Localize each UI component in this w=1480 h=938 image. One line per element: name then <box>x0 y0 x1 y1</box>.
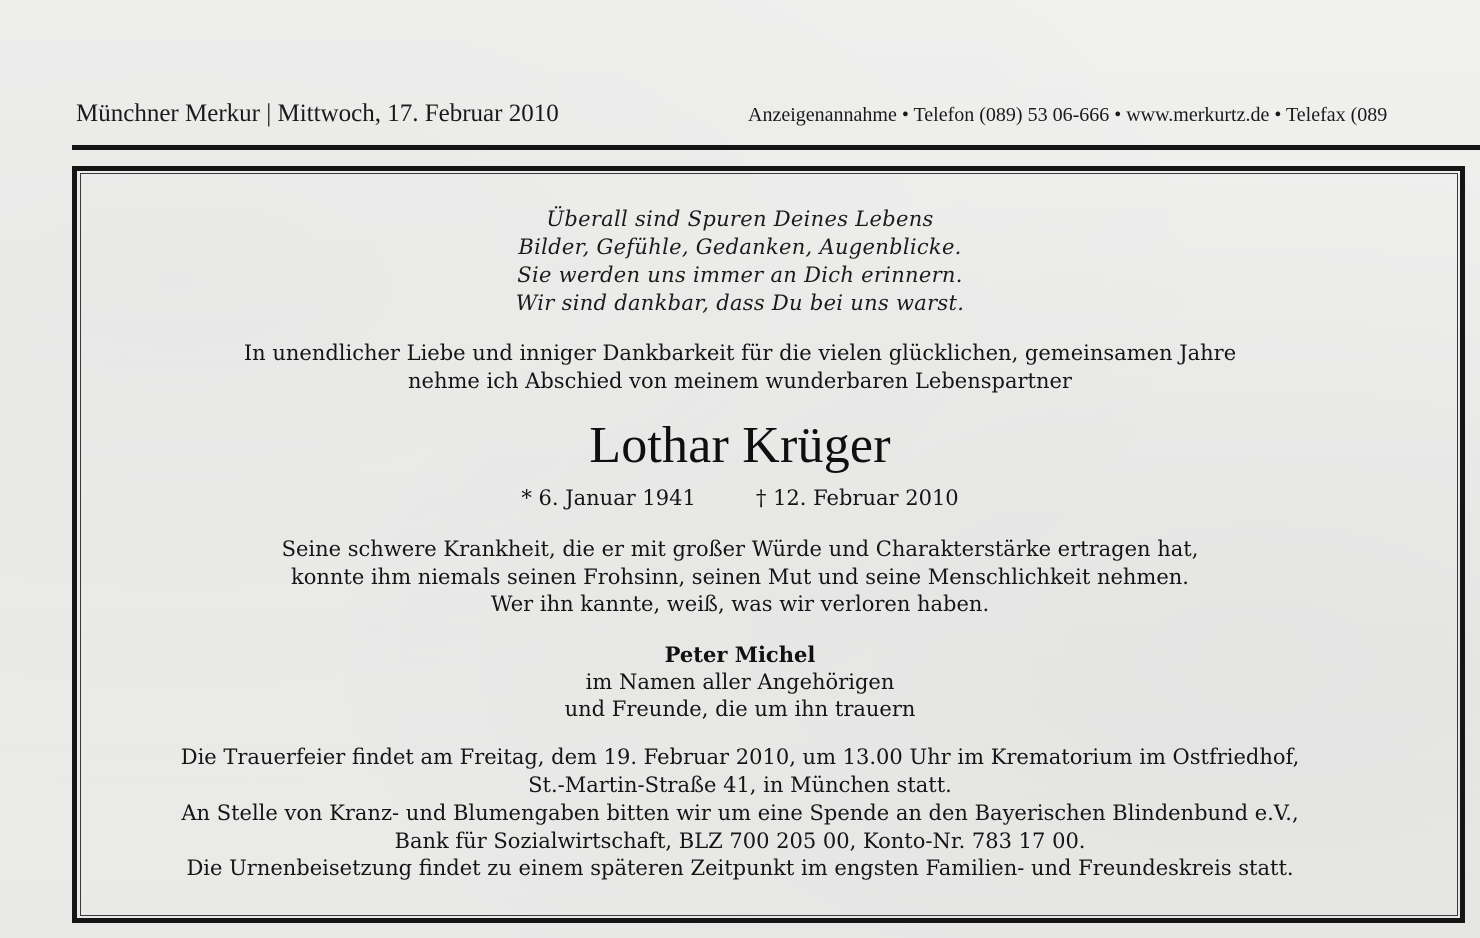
signer-line: im Namen aller Angehörigen <box>585 670 895 694</box>
death-date: † 12. Februar 2010 <box>755 486 959 510</box>
ad-contact-line: Anzeigenannahme • Telefon (089) 53 06-666 • www.merkurtz.de • Telefax (089 <box>748 104 1388 126</box>
tribute-line: Seine schwere Krankheit, die er mit großer Würde und Charakterstärke ertragen hat, <box>281 537 1199 561</box>
service-line: Die Trauerfeier findet am Freitag, dem 19. Februar 2010, um 13.00 Uhr im Krematorium im Ostfriedhof, <box>180 745 1300 769</box>
signer-line: und Freunde, die um ihn trauern <box>564 697 916 721</box>
service-line: Die Urnenbeisetzung findet zu einem späteren Zeitpunkt im engsten Familien- und Freundeskreis statt. <box>186 856 1294 880</box>
intro-line: In unendlicher Liebe und inniger Dankbarkeit für die vielen glücklichen, gemeinsamen Jahre <box>243 341 1237 365</box>
service-line: An Stelle von Kranz- und Blumengaben bitten wir um eine Spende an den Bayerischen Blindenbund e.V., <box>181 801 1299 825</box>
service-line: Bank für Sozialwirtschaft, BLZ 700 205 00, Konto-Nr. 783 17 00. <box>394 829 1086 853</box>
poem-line: Sie werden uns immer an Dich erinnern. <box>517 263 963 287</box>
tribute-line: konnte ihm niemals seinen Frohsinn, seinen Mut und seine Menschlichkeit nehmen. <box>291 565 1189 589</box>
life-dates <box>0 486 1480 510</box>
poem-line: Überall sind Spuren Deines Lebens <box>546 207 934 231</box>
tribute-line: Wer ihn kannte, weiß, was wir verloren haben. <box>490 592 990 616</box>
birth-date: * 6. Januar 1941 <box>521 486 696 510</box>
signer-name: Peter Michel <box>664 642 816 667</box>
service-line: St.-Martin-Straße 41, in München statt. <box>528 773 952 797</box>
newspaper-masthead: Münchner Merkur | Mittwoch, 17. Februar 2010 <box>76 100 559 127</box>
deceased-name: Lothar Krüger <box>589 417 891 474</box>
poem-line: Wir sind dankbar, dass Du bei uns warst. <box>515 291 965 315</box>
header-rule <box>72 145 1480 150</box>
intro-line: nehme ich Abschied von meinem wunderbaren Lebenspartner <box>408 369 1072 393</box>
poem-line: Bilder, Gefühle, Gedanken, Augenblicke. <box>518 235 962 259</box>
